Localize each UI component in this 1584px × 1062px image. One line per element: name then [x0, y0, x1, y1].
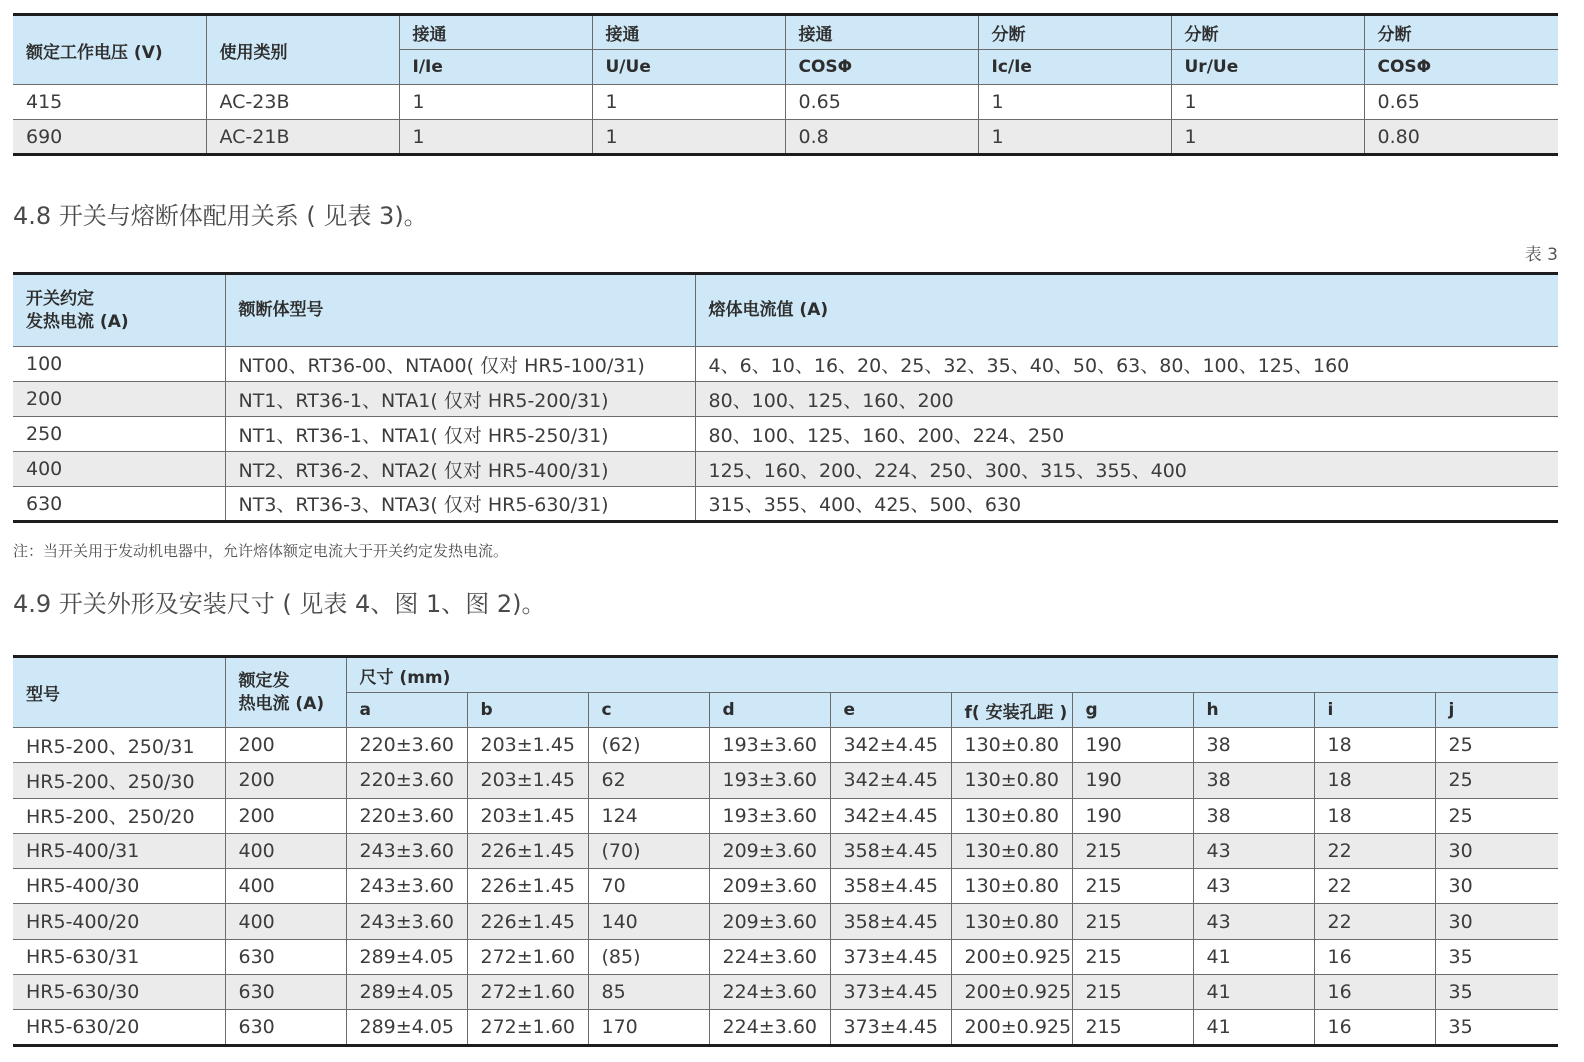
table-cell: 193±3.60	[709, 728, 830, 763]
header-break: 分断	[1171, 15, 1364, 50]
table-cell: 250	[13, 417, 225, 452]
table-cell: 630	[225, 975, 346, 1010]
table-cell: 226±1.45	[467, 833, 588, 868]
table-cell: 209±3.60	[709, 833, 830, 868]
table-cell: 630	[13, 487, 225, 522]
table-cell: 272±1.60	[467, 939, 588, 974]
table-cell: 342±4.45	[830, 798, 951, 833]
header-ic-ie: Ic/Ie	[978, 50, 1171, 85]
table-cell: 85	[588, 975, 709, 1010]
table-cell: 25	[1435, 763, 1558, 798]
table-cell: 358±4.45	[830, 833, 951, 868]
table-cell: 203±1.45	[467, 728, 588, 763]
table-cell: 124	[588, 798, 709, 833]
header-line: 额定发	[238, 670, 290, 691]
table-cell: 272±1.60	[467, 975, 588, 1010]
table-cell: 200	[225, 763, 346, 798]
table-cell: NT2、RT36-2、NTA2( 仅对 HR5-400/31)	[225, 452, 695, 487]
table-row	[13, 763, 1558, 798]
table-cell: 130±0.80	[951, 833, 1072, 868]
table-cell: 215	[1072, 904, 1193, 939]
table-cell: 358±4.45	[830, 904, 951, 939]
table-cell: 630	[225, 1010, 346, 1045]
table-cell: 18	[1314, 798, 1435, 833]
table-number-label: 表 3	[1524, 245, 1558, 265]
table-cell: 16	[1314, 1010, 1435, 1045]
table-cell: 200±0.925	[951, 1010, 1072, 1045]
table-cell: HR5-200、250/30	[13, 763, 225, 798]
table-cell: HR5-400/30	[13, 869, 225, 904]
table-cell: 373±4.45	[830, 939, 951, 974]
table-cell: 130±0.80	[951, 904, 1072, 939]
table-cell: 130±0.80	[951, 728, 1072, 763]
table-cell: 243±3.60	[346, 833, 467, 868]
header-cos-make: COSΦ	[785, 50, 978, 85]
table-cell: 30	[1435, 904, 1558, 939]
header-dim-col: d	[709, 693, 830, 728]
table-cell: 373±4.45	[830, 975, 951, 1010]
table-row	[13, 487, 1558, 522]
table-row	[13, 833, 1558, 868]
header-switch-thermal-current	[13, 274, 225, 347]
table-cell: 203±1.45	[467, 798, 588, 833]
header-dim-col: h	[1193, 693, 1314, 728]
table-row	[13, 452, 1558, 487]
table-row	[13, 1010, 1558, 1045]
table-cell: 18	[1314, 728, 1435, 763]
table-cell: 220±3.60	[346, 728, 467, 763]
table-cell: 140	[588, 904, 709, 939]
header-dim-col: i	[1314, 693, 1435, 728]
table-cell: 1	[399, 85, 592, 120]
header-line: 发热电流 (A)	[26, 311, 129, 332]
header-dim-col: a	[346, 693, 467, 728]
table-cell: 43	[1193, 833, 1314, 868]
table-cell: 220±3.60	[346, 763, 467, 798]
table-cell: 220±3.60	[346, 798, 467, 833]
fuse-coordination-table	[13, 272, 1558, 523]
table-cell: (62)	[588, 728, 709, 763]
table-cell: (85)	[588, 939, 709, 974]
table-cell: 215	[1072, 833, 1193, 868]
header-make: 接通	[785, 15, 978, 50]
switching-capacity-table	[13, 13, 1558, 156]
table-cell: 342±4.45	[830, 728, 951, 763]
header-ur-ue: Ur/Ue	[1171, 50, 1364, 85]
table-cell: NT3、RT36-3、NTA3( 仅对 HR5-630/31)	[225, 487, 695, 522]
header-dim-col: b	[467, 693, 588, 728]
footnote: 注：当开关用于发动机电器中，允许熔体额定电流大于开关约定发热电流。	[13, 542, 509, 560]
table-cell: 358±4.45	[830, 869, 951, 904]
table-cell: 22	[1314, 833, 1435, 868]
table-cell: 190	[1072, 763, 1193, 798]
table-cell: HR5-630/31	[13, 939, 225, 974]
table-cell: 226±1.45	[467, 904, 588, 939]
table-cell: 203±1.45	[467, 763, 588, 798]
table-cell: 200±0.925	[951, 975, 1072, 1010]
table-cell: HR5-200、250/20	[13, 798, 225, 833]
table-cell: 0.65	[1364, 85, 1558, 120]
table-row	[13, 904, 1558, 939]
table-cell: 215	[1072, 939, 1193, 974]
table-cell: 30	[1435, 869, 1558, 904]
table-row	[13, 85, 1558, 120]
table-cell: 16	[1314, 939, 1435, 974]
table-cell: 400	[225, 904, 346, 939]
table-cell: HR5-400/20	[13, 904, 225, 939]
table-cell: 289±4.05	[346, 975, 467, 1010]
header-dim-col: c	[588, 693, 709, 728]
table-cell: 35	[1435, 975, 1558, 1010]
table-cell: HR5-630/30	[13, 975, 225, 1010]
table-cell: 22	[1314, 869, 1435, 904]
header-fuse-current: 熔体电流值 (A)	[695, 274, 1558, 347]
table-cell: 41	[1193, 975, 1314, 1010]
table-cell: 4、6、10、16、20、25、32、35、40、50、63、80、100、125、160	[695, 347, 1558, 382]
table-cell: 200±0.925	[951, 939, 1072, 974]
table-cell: 400	[225, 833, 346, 868]
header-thermal-current	[225, 657, 346, 728]
table-cell: 43	[1193, 904, 1314, 939]
table-cell: 35	[1435, 939, 1558, 974]
table-cell: 226±1.45	[467, 869, 588, 904]
table-cell: 43	[1193, 869, 1314, 904]
table-row	[13, 120, 1558, 155]
table-cell: 170	[588, 1010, 709, 1045]
table-cell: 41	[1193, 939, 1314, 974]
table-cell: 30	[1435, 833, 1558, 868]
table-cell: HR5-630/20	[13, 1010, 225, 1045]
table-cell: 130±0.80	[951, 798, 1072, 833]
table-cell: NT1、RT36-1、NTA1( 仅对 HR5-200/31)	[225, 382, 695, 417]
table-cell: 193±3.60	[709, 798, 830, 833]
table-cell: 0.65	[785, 85, 978, 120]
table-cell: 690	[13, 120, 206, 155]
dimensions-table	[13, 655, 1558, 1047]
table-cell: 1	[1171, 85, 1364, 120]
table-cell: 193±3.60	[709, 763, 830, 798]
table-cell: 224±3.60	[709, 939, 830, 974]
header-fuse-model: 额断体型号	[225, 274, 695, 347]
header-rated-voltage: 额定工作电压 (V)	[13, 15, 206, 85]
header-make: 接通	[399, 15, 592, 50]
table-cell: 243±3.60	[346, 869, 467, 904]
table-row	[13, 417, 1558, 452]
table-cell: AC-23B	[206, 85, 399, 120]
table-cell: 16	[1314, 975, 1435, 1010]
header-utilization-category: 使用类别	[206, 15, 399, 85]
header-dim-col: j	[1435, 693, 1558, 728]
table-cell: 25	[1435, 798, 1558, 833]
table-cell: 70	[588, 869, 709, 904]
table-cell: 415	[13, 85, 206, 120]
table-cell: 272±1.60	[467, 1010, 588, 1045]
table-cell: 342±4.45	[830, 763, 951, 798]
table-cell: 200	[225, 798, 346, 833]
table-cell: 0.80	[1364, 120, 1558, 155]
table-cell: 62	[588, 763, 709, 798]
table-cell: 25	[1435, 728, 1558, 763]
table-cell: 190	[1072, 728, 1193, 763]
table-cell: 373±4.45	[830, 1010, 951, 1045]
section-heading-4-8: 4.8 开关与熔断体配用关系 ( 见表 3)。	[13, 202, 428, 230]
table-cell: 38	[1193, 798, 1314, 833]
table-cell: 41	[1193, 1010, 1314, 1045]
table-cell: 200	[225, 728, 346, 763]
table-cell: NT00、RT36-00、NTA00( 仅对 HR5-100/31)	[225, 347, 695, 382]
header-i-ie: I/Ie	[399, 50, 592, 85]
header-line: 开关约定	[26, 288, 94, 309]
table-cell: 1	[1171, 120, 1364, 155]
header-dimensions: 尺寸 (mm)	[346, 657, 1558, 693]
table-cell: 1	[592, 120, 785, 155]
table-cell: 1	[978, 120, 1171, 155]
table-cell: 215	[1072, 1010, 1193, 1045]
table-cell: 289±4.05	[346, 939, 467, 974]
table-cell: 1	[592, 85, 785, 120]
table-cell: 38	[1193, 728, 1314, 763]
table-cell: 125、160、200、224、250、300、315、355、400	[695, 452, 1558, 487]
table-cell: 80、100、125、160、200	[695, 382, 1558, 417]
table-cell: 315、355、400、425、500、630	[695, 487, 1558, 522]
table-cell: 130±0.80	[951, 869, 1072, 904]
table-cell: 0.8	[785, 120, 978, 155]
header-make: 接通	[592, 15, 785, 50]
table-cell: 100	[13, 347, 225, 382]
header-dim-col: f( 安装孔距 )	[951, 693, 1072, 728]
table-cell: 224±3.60	[709, 1010, 830, 1045]
header-break: 分断	[1364, 15, 1558, 50]
table-cell: 38	[1193, 763, 1314, 798]
table-cell: 1	[399, 120, 592, 155]
table-row	[13, 347, 1558, 382]
header-break: 分断	[978, 15, 1171, 50]
table-cell: 190	[1072, 798, 1193, 833]
table-cell: 130±0.80	[951, 763, 1072, 798]
table-cell: 209±3.60	[709, 904, 830, 939]
table-cell: 215	[1072, 869, 1193, 904]
table-cell: 1	[978, 85, 1171, 120]
table-cell: 630	[225, 939, 346, 974]
table-cell: 200	[13, 382, 225, 417]
section-heading-4-9: 4.9 开关外形及安装尺寸 ( 见表 4、图 1、图 2)。	[13, 590, 546, 618]
table-row	[13, 869, 1558, 904]
table-cell: 35	[1435, 1010, 1558, 1045]
table-row	[13, 975, 1558, 1010]
table-row	[13, 939, 1558, 974]
table-cell: 400	[225, 869, 346, 904]
table-cell: (70)	[588, 833, 709, 868]
table-row	[13, 798, 1558, 833]
table-cell: AC-21B	[206, 120, 399, 155]
table-cell: HR5-200、250/31	[13, 728, 225, 763]
table-cell: 22	[1314, 904, 1435, 939]
table-cell: 18	[1314, 763, 1435, 798]
table-cell: 224±3.60	[709, 975, 830, 1010]
table-row	[13, 728, 1558, 763]
table-cell: 80、100、125、160、200、224、250	[695, 417, 1558, 452]
header-u-ue: U/Ue	[592, 50, 785, 85]
header-model: 型号	[13, 657, 225, 728]
header-line: 热电流 (A)	[238, 693, 325, 714]
header-cos-break: COSΦ	[1364, 50, 1558, 85]
table-cell: 243±3.60	[346, 904, 467, 939]
table-row	[13, 382, 1558, 417]
table-cell: 209±3.60	[709, 869, 830, 904]
table-cell: HR5-400/31	[13, 833, 225, 868]
table-cell: 215	[1072, 975, 1193, 1010]
table-cell: 400	[13, 452, 225, 487]
table-cell: 289±4.05	[346, 1010, 467, 1045]
table-cell: NT1、RT36-1、NTA1( 仅对 HR5-250/31)	[225, 417, 695, 452]
header-dim-col: g	[1072, 693, 1193, 728]
header-dim-col: e	[830, 693, 951, 728]
